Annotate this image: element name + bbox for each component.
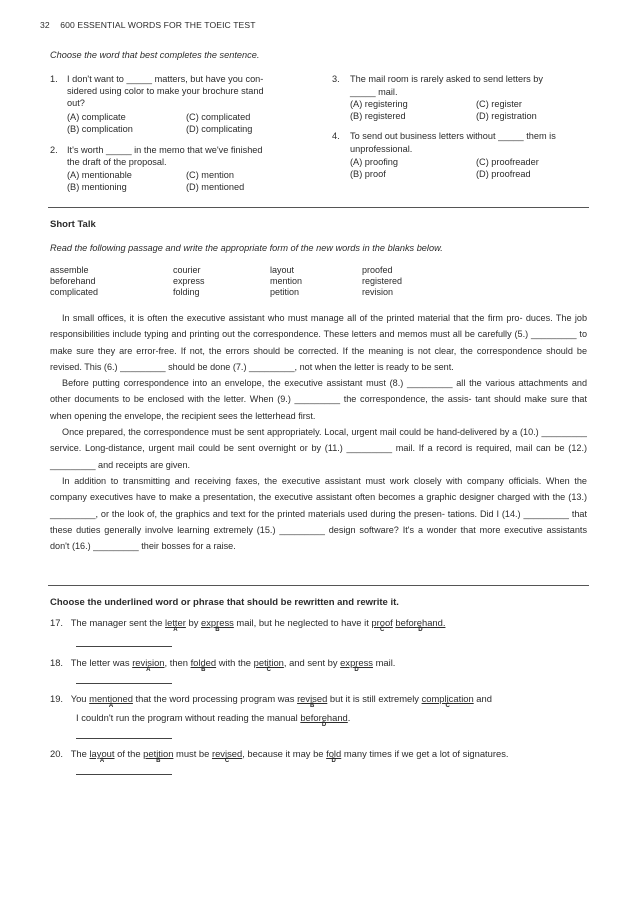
- passage-line: be carefully (5.) _________ to make sure they are error-free. If not, the errors should be corrected. If the meaning is: [50, 329, 588, 356]
- passage-line: duces. The job responsibilities include typing and printing out the correspondence. These letters and memos must all: [50, 313, 588, 340]
- word-bank-item: mention: [270, 276, 303, 286]
- underlined-option-a[interactable]: mentioned A: [89, 693, 133, 709]
- word-bank-item: assemble: [50, 265, 89, 275]
- underlined-option-b[interactable]: petition B: [143, 748, 174, 764]
- passage-line: It's a wonder that more executive assistants don't (16.) _________ their bosses for a raise.: [50, 524, 587, 552]
- section-divider: [48, 585, 589, 586]
- page-number: 32: [40, 20, 50, 30]
- underlined-option-a[interactable]: letter A: [165, 617, 186, 633]
- option-b[interactable]: (B) complication: [67, 124, 133, 134]
- question-number: 17.: [50, 617, 64, 628]
- question-19: 19. You mentioned A that the word processing program was revised B but it is still extremely complication C and: [50, 693, 492, 709]
- passage-line: charged with the (13.) _________, or the look of, the graphics and text for the printed materials used during the presen-: [50, 492, 588, 519]
- word-bank-item: revision: [362, 287, 394, 297]
- word-bank-item: folding: [173, 287, 200, 297]
- option-c[interactable]: (C) register: [476, 99, 522, 109]
- answer-line-20[interactable]: [76, 774, 172, 775]
- word-bank-item: courier: [173, 265, 201, 275]
- passage-paragraph-2: [50, 375, 587, 424]
- question-number: 18.: [50, 657, 64, 668]
- underlined-option-c[interactable]: complication C: [421, 693, 474, 709]
- passage-line: attachments and other documents to be enclosed with the letter. When (9.) _________ the correspondence, the assis-: [50, 378, 587, 405]
- option-d[interactable]: (D) registration: [476, 111, 537, 121]
- passage-line: letter is ready to be sent.: [354, 361, 454, 372]
- passage-line: tant should make sure that when opening the envelope, the recipient sees the letterhead first.: [50, 394, 587, 421]
- word-bank-item: registered: [362, 276, 403, 286]
- question-number: 3.: [332, 74, 340, 84]
- question-text-line: the draft of the proposal.: [67, 157, 167, 167]
- question-19-line-2: I couldn't run the program without reading the manual beforehand D .: [76, 712, 351, 728]
- passage-paragraph-3: [50, 424, 587, 473]
- underlined-option-b[interactable]: folded B: [190, 657, 217, 673]
- question-text-line: To send out business letters without _____ them is: [350, 131, 556, 141]
- word-bank-item: express: [173, 276, 205, 286]
- option-d[interactable]: (D) mentioned: [186, 182, 245, 192]
- option-b[interactable]: (B) proof: [350, 169, 386, 179]
- word-bank-item: layout: [270, 265, 295, 275]
- underlined-option-d[interactable]: fold D: [326, 748, 342, 764]
- question-text: The manager sent the: [70, 617, 166, 628]
- option-c[interactable]: (C) mention: [186, 170, 234, 180]
- underlined-option-d[interactable]: express D: [340, 657, 373, 673]
- underlined-option-d[interactable]: beforehand D: [300, 712, 348, 728]
- answer-line-18[interactable]: [76, 683, 172, 684]
- passage: [50, 310, 587, 554]
- question-number: 2.: [50, 145, 58, 155]
- passage-line: tations. Did I (14.) _________ that these duties generally involve learning extremely (15.) _________ design software?: [50, 508, 588, 535]
- option-a[interactable]: (A) complicate: [67, 112, 126, 122]
- question-20: 20. The layout A of the petition B must be revised C , because it may be fold D many times if we get a lot of signatures.: [50, 748, 509, 764]
- word-bank-item: proofed: [362, 265, 393, 275]
- option-a[interactable]: (A) registering: [350, 99, 408, 109]
- page-header: [40, 20, 256, 30]
- underlined-option-c[interactable]: proof C: [371, 617, 393, 633]
- question-number: 20.: [50, 748, 64, 759]
- question-text: I couldn't run the program without reading the manual: [76, 712, 301, 723]
- answer-line-19[interactable]: [76, 738, 172, 739]
- section1-instruction: Choose the word that best completes the sentence.: [50, 50, 260, 60]
- question-text-line: It's worth _____ in the memo that we've finished: [67, 145, 263, 155]
- question-text-line: I don't want to _____ matters, but have you con-: [67, 74, 264, 84]
- option-d[interactable]: (D) proofread: [476, 169, 531, 179]
- section-divider: [48, 207, 589, 208]
- passage-line: Once prepared, the correspondence must be sent appropriately. Local, urgent mail could be hand-delivered by a: [62, 427, 518, 438]
- question-number: 1.: [50, 74, 58, 84]
- word-bank-item: complicated: [50, 287, 99, 297]
- short-talk-heading: Short Talk: [50, 219, 96, 230]
- book-title: 600 ESSENTIAL WORDS FOR THE TOEIC TEST: [60, 20, 256, 30]
- short-talk-instruction: Read the following passage and write the appropriate form of the new words in the blanks below.: [50, 243, 443, 253]
- option-a[interactable]: (A) mentionable: [67, 170, 132, 180]
- question-text-line: _____ mail.: [350, 87, 398, 97]
- underlined-option-b[interactable]: revised B: [297, 693, 328, 709]
- passage-paragraph-1: [50, 310, 587, 375]
- question-number: 19.: [50, 693, 64, 704]
- underlined-option-a[interactable]: revision A: [132, 657, 165, 673]
- question-text: The: [70, 748, 90, 759]
- option-c[interactable]: (C) proofreader: [476, 157, 539, 167]
- underlined-option-a[interactable]: layout A: [89, 748, 115, 764]
- underlined-option-d[interactable]: beforehand. D: [395, 617, 446, 633]
- passage-line: When the company executives have to make a presentation, the executive assistant often becomes a graphic designer: [50, 475, 587, 503]
- answer-line-17[interactable]: [76, 646, 172, 647]
- option-d[interactable]: (D) complicating: [186, 124, 253, 134]
- question-18: 18. The letter was revision A , then folded B with the petition C , and sent by express D mail.: [50, 657, 396, 673]
- word-bank-item: petition: [270, 287, 300, 297]
- option-a[interactable]: (A) proofing: [350, 157, 399, 167]
- question-text-line: The mail room is rarely asked to send letters by: [350, 74, 544, 84]
- passage-line: Before putting correspondence into an envelope, the executive assistant must (8.) _________ all the various: [62, 378, 515, 389]
- option-b[interactable]: (B) mentioning: [67, 182, 127, 192]
- word-bank-item: beforehand: [50, 276, 96, 286]
- section3-heading: Choose the underlined word or phrase that should be rewritten and rewrite it.: [50, 597, 399, 608]
- question-number: 4.: [332, 131, 340, 141]
- passage-line: (10.) _________ service. Long-distance, urgent mail could be sent overnight or by (11.) _________ mail. If a record: [50, 427, 587, 454]
- question-text-line: unprofessional.: [350, 144, 413, 154]
- option-c[interactable]: (C) complicated: [186, 112, 251, 122]
- underlined-option-b[interactable]: express B: [201, 617, 234, 633]
- question-text: You: [70, 693, 90, 704]
- passage-line: not clear, the correspondence should be revised. This (6.) _________ should be done (7.) _________, not when the: [50, 345, 588, 372]
- underlined-option-c[interactable]: revised C: [211, 748, 243, 764]
- question-text-line: out?: [67, 98, 85, 108]
- passage-line: In addition to transmitting and receiving faxes, the executive assistant must work closely with company officials.: [62, 475, 542, 486]
- question-17: 17. The manager sent the letter A by express B mail, but he neglected to have it proof C beforehand. D: [50, 617, 446, 633]
- option-b[interactable]: (B) registered: [350, 111, 406, 121]
- passage-paragraph-4: [50, 473, 587, 554]
- underlined-option-c[interactable]: petition C: [253, 657, 284, 673]
- question-text-line: sidered using color to make your brochure stand: [67, 86, 264, 96]
- passage-line: In small offices, it is often the executive assistant who must manage all of the printed material that the firm pro-: [62, 313, 523, 323]
- passage-line: is required, mail can be (12.) _________ and receipts are given.: [50, 443, 587, 470]
- question-text: The letter was: [70, 657, 133, 668]
